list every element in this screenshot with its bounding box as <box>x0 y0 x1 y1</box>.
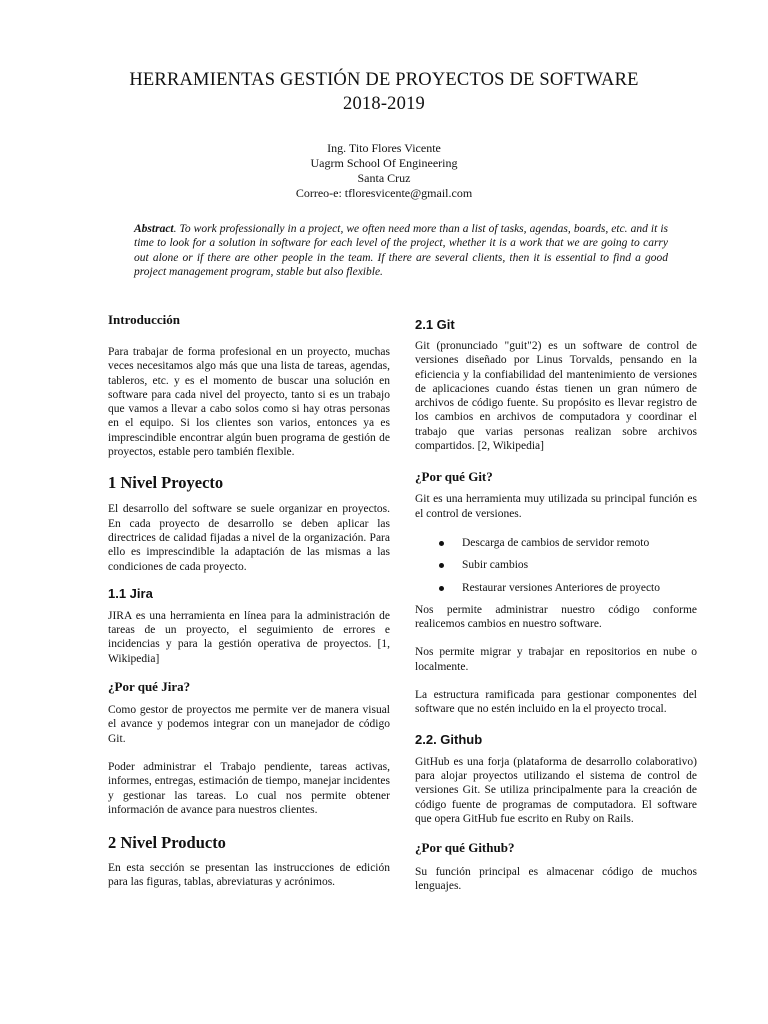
section-2-1-paragraph: Git (pronunciado "guit"2) es un software de control de versiones diseñado por Linus Torvalds, pensando en la eficiencia y la confiabilidad del mantenimiento de versiones de aplicaciones cuando éstas tienen un gran número de archivos de código fuente. Su propósito es llevar registro de los cambios en archivos de computadora y coordinar el trabajo que varias personas realizan sobre archivos compartidos. [2, Wikipedia] <box>415 340 697 453</box>
why-github-paragraph: Su función principal es almacenar código de muchos lenguajes. <box>415 866 697 893</box>
git-feature-list <box>415 536 697 595</box>
section-1-paragraph: El desarrollo del software se suele organizar en proyectos. En cada proyecto de desarrollo se deben aplicar las directrices de calidad fijadas a nivel de la organización. Para ello es imprescindible la adaptación de las mismas a las condiciones de cada proyecto. <box>108 503 390 573</box>
left-column <box>108 312 390 890</box>
section-2-heading: 2 Nivel Producto <box>108 833 226 853</box>
section-2-2-heading: 2.2. Github <box>415 731 483 747</box>
why-jira-paragraph-1: Como gestor de proyectos me permite ver de manera visual el avance y podemos integrar con un manejador de código Git. <box>108 704 390 745</box>
section-1-1-heading: 1.1 Jira <box>108 585 153 601</box>
why-jira-paragraph-2: Poder administrar el Trabajo pendiente, tareas activas, informes, entregas, estimación de tiempo, manejar incidentes y gestionar las tareas. Lo cual nos permite obtener información de avance para nuestros clientes. <box>108 760 390 816</box>
section-1-heading: 1 Nivel Proyecto <box>108 473 224 493</box>
why-jira-heading: ¿Por qué Jira? <box>108 679 191 695</box>
bullet-icon <box>439 586 444 591</box>
bullet-icon <box>439 563 444 568</box>
list-item: Subir cambios <box>415 558 697 572</box>
abstract-text: . To work professionally in a project, we often need more than a list of tasks, agendas, boards, etc. and it is time to look for a solution in software for each level of the project, whether it is a work that we are going to carry out alone or if there are other people in the team. If there are several clients, then it is essential to find a good project management program, stable but also flexible. <box>134 223 668 278</box>
author-city: Santa Cruz <box>357 171 411 185</box>
list-item: Restaurar versiones Anteriores de proyecto <box>415 581 697 595</box>
intro-heading: Introducción <box>108 312 180 327</box>
why-git-heading: ¿Por qué Git? <box>415 469 493 485</box>
why-git-paragraph: Git es una herramienta muy utilizada su principal función es el control de versiones. <box>415 493 697 520</box>
bullet-icon <box>439 541 444 546</box>
git-paragraph-4: La estructura ramificada para gestionar componentes del software que no estén incluido en la el proyecto trocal. <box>415 689 697 716</box>
why-github-heading: ¿Por qué Github? <box>415 840 515 856</box>
author-email: Correo-e: tfloresvicente@gmail.com <box>295 186 473 200</box>
intro-paragraph: Para trabajar de forma profesional en un proyecto, muchas veces necesitamos algo más que una lista de tareas, agendas, tableros, etc. y es el momento de buscar una solución en software para cada nivel del proyecto, tanto si es un trabajo que vamos a llevar a cabo solos como si hay otras personas en el equipo. Si los clientes son varios, entonces ya es imprescindible encontrar algún buen programa de gestión de proyectos, estable pero también flexible. <box>108 346 390 459</box>
author-affiliation: Uagrm School Of Engineering <box>310 156 458 170</box>
section-2-2-paragraph: GitHub es una forja (plataforma de desarrollo colaborativo) para alojar proyectos utilizando el sistema de control de versiones Git. Se utiliza principalmente para la creación de código fuente de programas de computadora. El software que opera GitHub fue escrito en Ruby on Rails. <box>415 755 697 825</box>
section-2-paragraph: En esta sección se presentan las instrucciones de edición para las figuras, tablas, abreviaturas y acrónimos. <box>108 862 390 889</box>
title-line-1: HERRAMIENTAS GESTIÓN DE PROYECTOS DE SOFTWARE <box>129 70 639 90</box>
abstract <box>134 222 668 279</box>
section-2-1-heading: 2.1 Git <box>415 317 455 332</box>
author-block <box>0 141 768 201</box>
section-1-1-paragraph: JIRA es una herramienta en línea para la administración de tareas de un proyecto, el seguimiento de errores e incidencias y para la gestión operativa de proyectos. [1, Wikipedia] <box>108 609 390 665</box>
paper-title <box>0 68 768 116</box>
git-paragraph-2: Nos permite administrar nuestro código conforme realicemos cambios en nuestro software. <box>415 603 697 631</box>
author-name: Ing. Tito Flores Vicente <box>327 141 441 155</box>
git-paragraph-3: Nos permite migrar y trabajar en repositorios en nube o localmente. <box>415 646 697 673</box>
abstract-label: Abstract <box>134 223 174 235</box>
right-column <box>415 312 697 894</box>
list-item: Descarga de cambios de servidor remoto <box>415 536 697 550</box>
title-line-2: 2018-2019 <box>343 94 425 114</box>
